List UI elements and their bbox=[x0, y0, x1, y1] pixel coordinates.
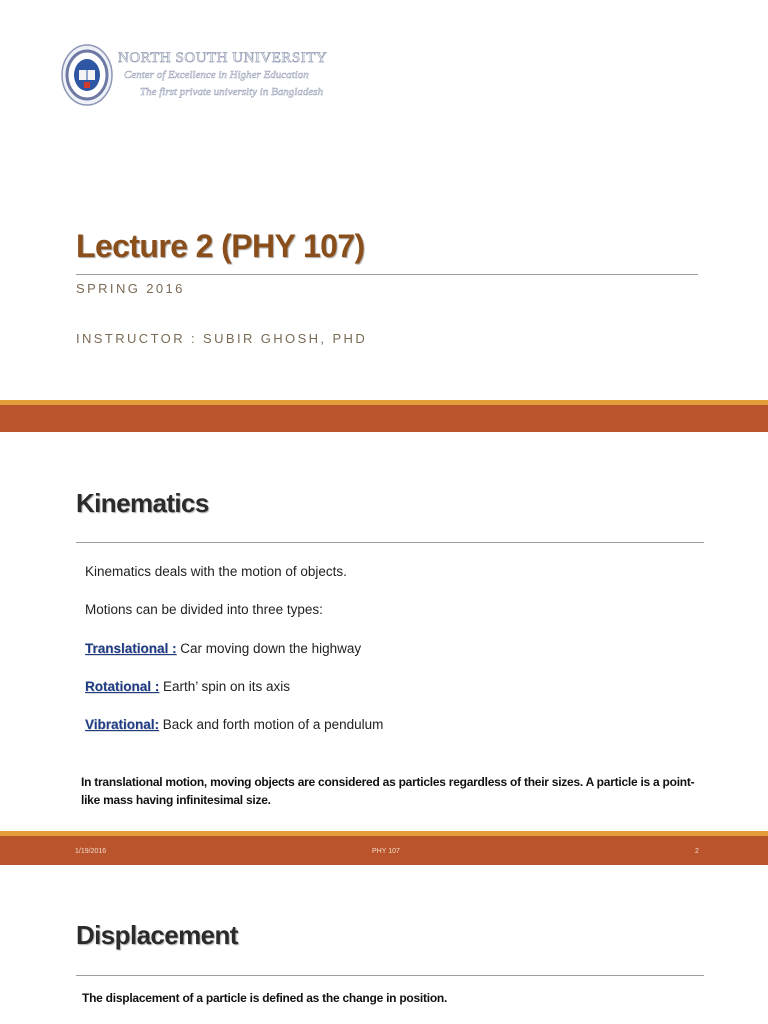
kinematics-divider bbox=[76, 542, 704, 543]
motion-type-desc: Earth’ spin on its axis bbox=[159, 679, 291, 694]
title-slide bbox=[0, 0, 768, 400]
motion-type-term: Translational : bbox=[85, 641, 177, 656]
lecture-title: Lecture 2 (PHY 107) bbox=[76, 228, 365, 264]
footer-date: 1/19/2016 bbox=[75, 848, 107, 855]
motion-type-term: Vibrational: bbox=[85, 717, 160, 732]
university-name: NORTH SOUTH UNIVERSITY bbox=[118, 50, 328, 66]
footer-course: PHY 107 bbox=[372, 848, 400, 855]
instructor-label: INSTRUCTOR : SUBIR GHOSH, PHD bbox=[76, 331, 368, 346]
kinematics-title: Kinematics bbox=[76, 488, 209, 518]
displacement-definition: The displacement of a particle is defined as the change in position. bbox=[82, 991, 448, 1005]
university-subtagline: The first private university in Bangladesh bbox=[140, 86, 324, 98]
displacement-title: Displacement bbox=[76, 920, 238, 950]
motion-type-desc: Car moving down the highway bbox=[176, 641, 362, 656]
motion-type-vibrational bbox=[85, 717, 383, 732]
translational-motion-paragraph: In translational motion, moving objects are considered as particles regardless of their sizes. A particle is a point-like mass having infinitesimal size. bbox=[81, 775, 695, 807]
motion-type-translational bbox=[85, 641, 361, 656]
footer-page-number: 2 bbox=[695, 848, 699, 855]
motion-type-desc: Back and forth motion of a pendulum bbox=[159, 717, 384, 732]
university-seal-icon bbox=[60, 43, 114, 107]
displacement-divider bbox=[76, 975, 704, 976]
kinematics-definition: Kinematics deals with the motion of objects. bbox=[85, 564, 347, 579]
slide-separator-bar bbox=[0, 405, 768, 432]
motion-type-rotational bbox=[85, 679, 290, 694]
motion-types-intro: Motions can be divided into three types: bbox=[85, 602, 323, 617]
motion-type-term: Rotational : bbox=[85, 679, 160, 694]
title-divider bbox=[76, 274, 698, 275]
semester-label: SPRING 2016 bbox=[76, 281, 185, 296]
university-tagline: Center of Excellence in Higher Education bbox=[124, 69, 309, 81]
